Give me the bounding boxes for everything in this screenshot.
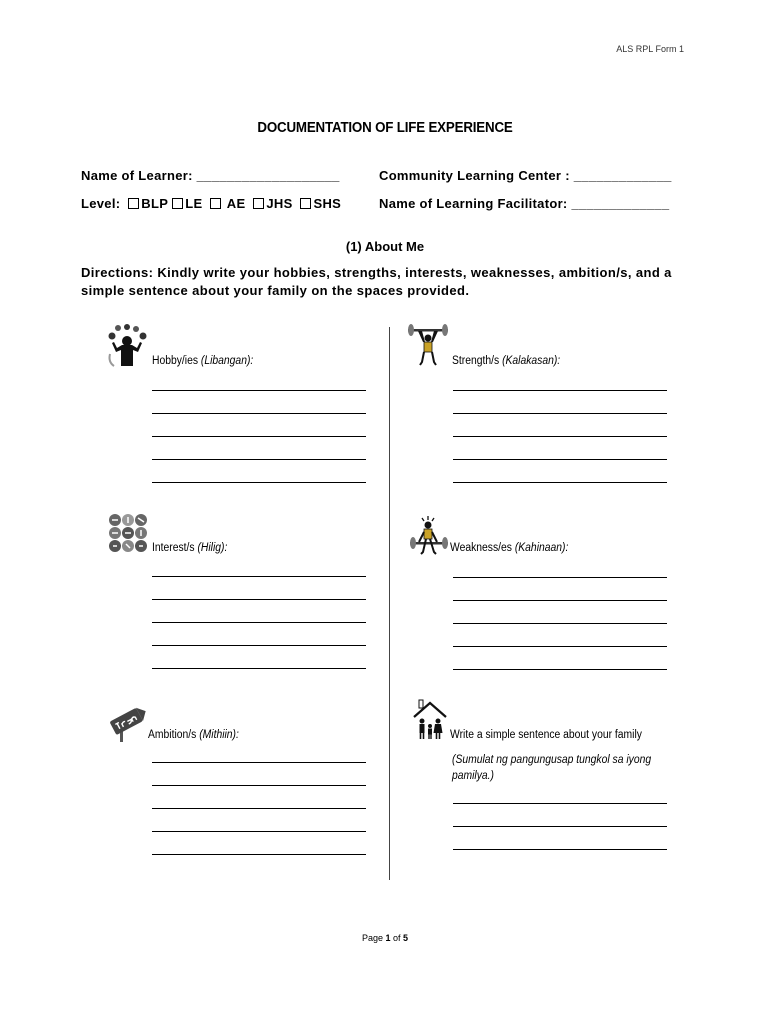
interests-line-5[interactable] [152,668,366,669]
strengths-line-2[interactable] [453,413,667,414]
interests-line-3[interactable] [152,622,366,623]
level-option-jhs: JHS [266,196,293,211]
level-field [81,196,341,211]
family-line-2[interactable] [453,826,667,827]
weaknesses-line-4[interactable] [453,646,667,647]
family-label: Write a simple sentence about your family [450,729,642,741]
strengths-line-3[interactable] [453,436,667,437]
hobbies-line-1[interactable] [152,390,366,391]
facilitator-field[interactable] [379,196,669,211]
struggling-lifter-icon [408,514,450,556]
learner-name-field[interactable] [81,168,340,183]
section-heading: (1) About Me [345,239,425,254]
form-code: ALS RPL Form 1 [616,44,684,54]
checkbox-jhs[interactable] [253,198,264,209]
level-option-blp: BLP [141,196,169,211]
interests-line-4[interactable] [152,645,366,646]
document-title: DOCUMENTATION OF LIFE EXPERIENCE [257,120,513,136]
family-line-3[interactable] [453,849,667,850]
checkbox-le[interactable] [172,198,183,209]
ambitions-line-5[interactable] [152,854,366,855]
interests-line-2[interactable] [152,599,366,600]
level-option-le: LE [185,196,203,211]
interests-label: Interest/s (Hilig): [152,542,228,554]
hobbies-line-2[interactable] [152,413,366,414]
strengths-line-5[interactable] [453,482,667,483]
weightlifter-icon [405,324,451,368]
interests-line-1[interactable] [152,576,366,577]
learner-name-blank[interactable]: ___________________ [192,168,340,183]
hobbies-line-4[interactable] [152,459,366,460]
juggler-icon [104,324,150,368]
level-option-shs: SHS [313,196,342,211]
ambitions-line-3[interactable] [152,808,366,809]
checkbox-ae[interactable] [210,198,221,209]
strengths-label: Strength/s (Kalakasan): [452,355,561,367]
directions-text: Directions: Kindly write your hobbies, strengths, interests, weaknesses, ambition/s, and a simple sentence about your family on the spaces provided. [81,265,672,298]
family-house-icon [410,697,450,743]
checkbox-shs[interactable] [300,198,311,209]
weaknesses-line-3[interactable] [453,623,667,624]
facilitator-blank[interactable]: _____________ [567,196,670,211]
clc-label: Community Learning Center : [379,168,570,183]
learner-name-label: Name of Learner: [81,168,193,183]
dreams-sign-icon [108,700,152,744]
weaknesses-line-1[interactable] [453,577,667,578]
family-line-1[interactable] [453,803,667,804]
checkbox-blp[interactable] [128,198,139,209]
level-option-ae: AE [223,196,246,211]
ambitions-label: Ambition/s (Mithiin): [148,729,239,741]
page-number: Page 1 of 5 [361,933,409,943]
weaknesses-line-5[interactable] [453,669,667,670]
ambitions-line-2[interactable] [152,785,366,786]
level-label: Level: [81,196,121,211]
clc-field[interactable] [379,168,672,183]
hobbies-line-5[interactable] [152,482,366,483]
weaknesses-label: Weakness/es (Kahinaan): [450,542,569,554]
weaknesses-line-2[interactable] [453,600,667,601]
hobbies-label: Hobby/ies (Libangan): [152,355,254,367]
family-note: (Sumulat ng pangungusap tungkol sa iyong pamilya.) [452,754,652,782]
hobbies-line-3[interactable] [152,436,366,437]
facilitator-label: Name of Learning Facilitator: [379,196,568,211]
column-divider [389,327,390,880]
clc-blank[interactable]: _____________ [569,168,672,183]
strengths-line-1[interactable] [453,390,667,391]
interest-grid-icon [106,512,150,554]
strengths-line-4[interactable] [453,459,667,460]
ambitions-line-4[interactable] [152,831,366,832]
ambitions-line-1[interactable] [152,762,366,763]
